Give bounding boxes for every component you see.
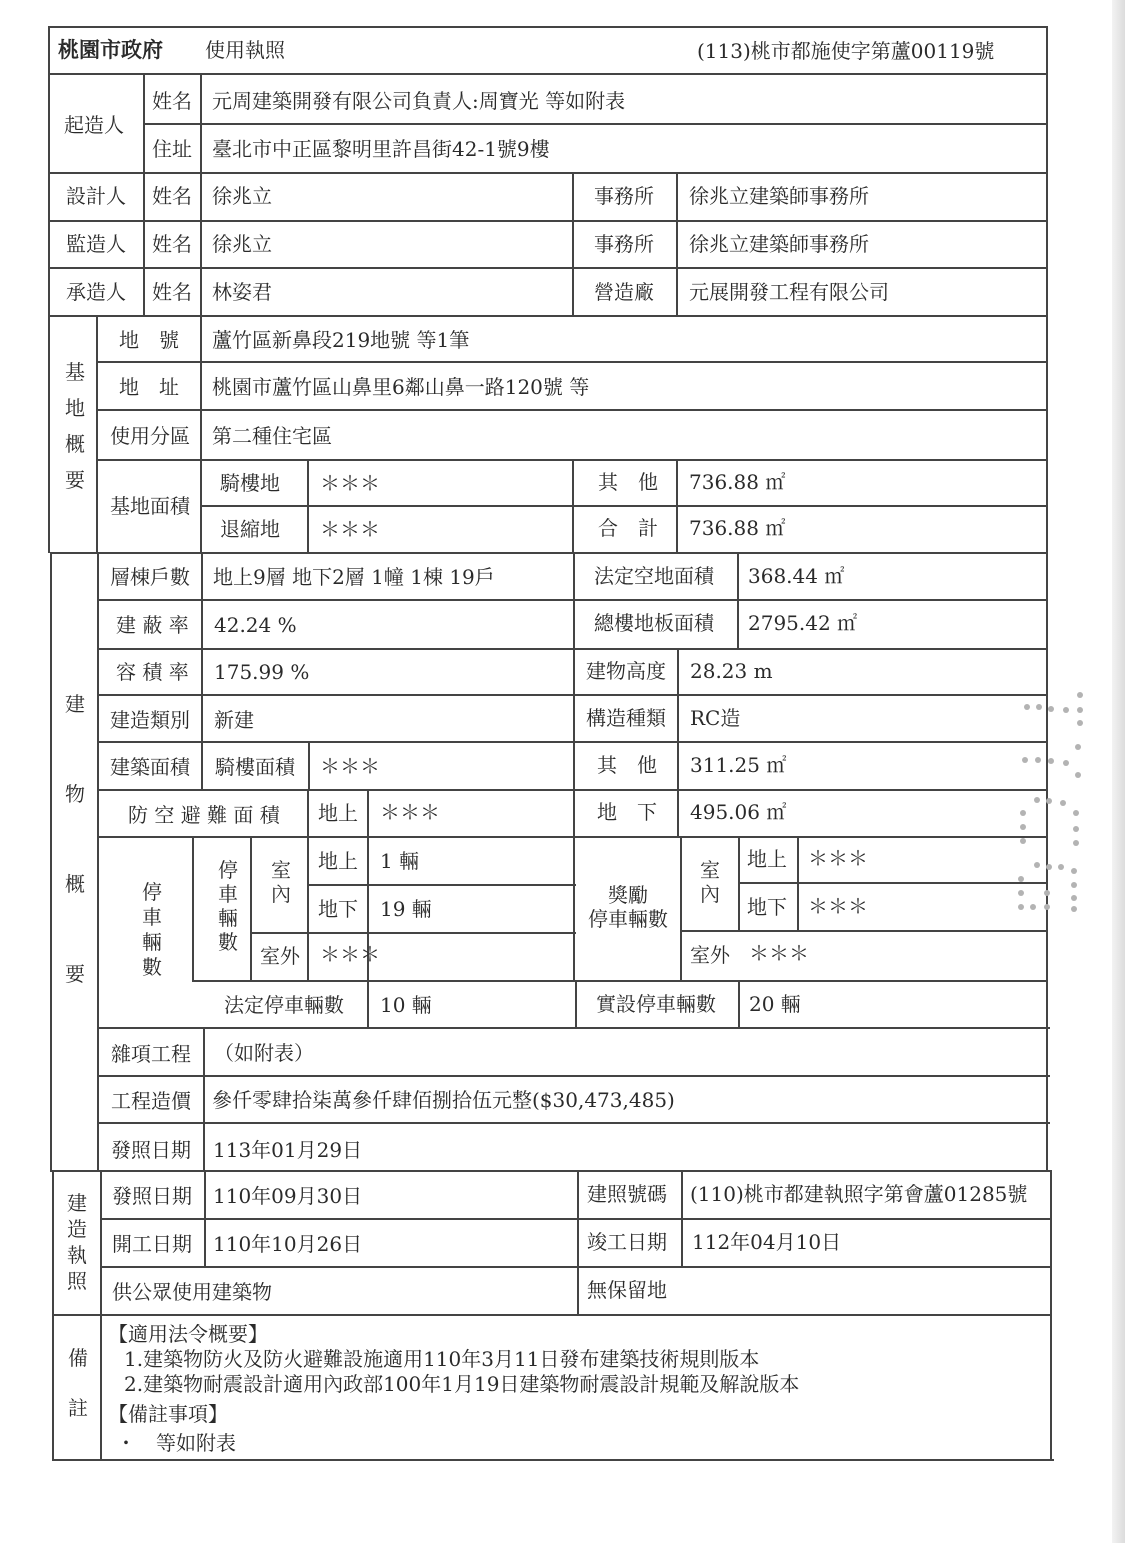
divider xyxy=(307,789,309,980)
divider xyxy=(202,505,1048,507)
notes-item-1: ・ 等如附表 xyxy=(116,1431,236,1455)
document-type: 使用執照 xyxy=(205,38,285,62)
supervisor-office: 徐兆立建築師事務所 xyxy=(689,232,869,256)
site-other: 736.88 ㎡ xyxy=(689,470,786,494)
finish-date-label: 竣工日期 xyxy=(587,1230,667,1254)
usage-issue-date: 113年01月29日 xyxy=(213,1138,363,1162)
site-total: 736.88 ㎡ xyxy=(689,516,786,540)
divider xyxy=(577,1170,579,1314)
far: 175.99 % xyxy=(214,660,310,684)
builder-address-label: 住址 xyxy=(152,137,192,161)
divider xyxy=(100,1170,102,1461)
divider xyxy=(308,884,576,886)
open-space-label: 法定空地面積 xyxy=(594,564,714,588)
divider xyxy=(676,172,678,316)
start-date: 110年10月26日 xyxy=(213,1232,363,1256)
law-item-1: 1.建築物防火及防火避難設施適用110年3月11日發布建築技術規則版本 xyxy=(124,1347,760,1371)
divider xyxy=(572,172,574,316)
public-use-note: 供公眾使用建築物 xyxy=(112,1280,272,1304)
legal-parking-label: 法定停車輛數 xyxy=(224,993,344,1017)
divider xyxy=(52,1170,1050,1172)
bonus-outdoor: ＊＊＊ xyxy=(749,941,809,965)
divider xyxy=(200,73,202,317)
builder-label: 起造人 xyxy=(64,113,124,137)
parking-outdoor-label: 室外 xyxy=(260,944,300,968)
start-date-label: 開工日期 xyxy=(112,1232,192,1256)
divider xyxy=(797,836,799,932)
site-address-label: 地 址 xyxy=(119,375,179,399)
divider xyxy=(308,741,310,789)
divider xyxy=(96,315,98,553)
bonus-below: ＊＊＊ xyxy=(808,894,868,918)
issuing-authority: 桃園市政府 xyxy=(58,37,163,62)
designer-office: 徐兆立建築師事務所 xyxy=(689,184,869,208)
remarks-section-label: 備 註 xyxy=(68,1346,88,1420)
contractor-factory-label: 營造廠 xyxy=(594,280,654,304)
usage-issue-date-label: 發照日期 xyxy=(111,1138,191,1162)
divider xyxy=(676,459,678,553)
divider xyxy=(738,836,740,932)
designer-office-label: 事務所 xyxy=(594,184,654,208)
indoor-label: 室 內 xyxy=(271,858,291,906)
construction-issue-date: 110年09月30日 xyxy=(213,1184,363,1208)
shelter-above: ＊＊＊ xyxy=(380,800,440,824)
contractor-factory: 元展開發工程有限公司 xyxy=(689,280,889,304)
paper-edge-shadow xyxy=(1112,0,1125,1543)
border-bottom xyxy=(54,1459,1054,1461)
builder-name: 元周建築開發有限公司負責人:周寶光 等如附表 xyxy=(212,89,626,113)
divider xyxy=(738,980,740,1028)
parking-below-label: 地下 xyxy=(318,897,358,921)
legal-parking: 10 輛 xyxy=(380,993,432,1017)
law-summary-title: 【適用法令概要】 xyxy=(108,1322,268,1346)
supervisor-name-label: 姓名 xyxy=(152,232,192,256)
arcade-area: ＊＊＊ xyxy=(320,754,380,778)
height: 28.23 m xyxy=(690,659,773,683)
divider xyxy=(52,1314,1052,1316)
structure-label: 構造種類 xyxy=(586,706,666,730)
finish-date: 112年04月10日 xyxy=(692,1230,842,1254)
site-address: 桃園市蘆竹區山鼻里6鄰山鼻一路120號 等 xyxy=(212,375,590,399)
divider xyxy=(48,172,1048,174)
type-label: 建造類別 xyxy=(110,708,190,732)
cost: 參仟零肆拾柒萬參仟肆佰捌拾伍元整($30,473,485) xyxy=(212,1088,675,1112)
divider xyxy=(200,315,202,553)
cost-label: 工程造價 xyxy=(111,1089,191,1113)
lot-number: 蘆竹區新鼻段219地號 等1筆 xyxy=(212,328,470,352)
site-total-label: 合 計 xyxy=(598,516,658,540)
structure: RC造 xyxy=(690,706,741,730)
divider xyxy=(99,1075,1050,1077)
building-other-label: 其 他 xyxy=(597,753,657,777)
divider xyxy=(680,836,682,980)
bonus-below-label: 地下 xyxy=(747,895,787,919)
border-right xyxy=(1046,26,1048,1172)
law-item-2: 2.建築物耐震設計適用內政部100年1月19日建築物耐震設計規範及解說版本 xyxy=(124,1372,800,1396)
shelter-above-label: 地上 xyxy=(318,801,358,825)
divider xyxy=(99,1122,1050,1124)
border-left xyxy=(50,552,52,1172)
no-reserve-note: 無保留地 xyxy=(587,1278,667,1302)
arcade-land: ＊＊＊ xyxy=(320,471,380,495)
permit-number: (113)桃市都施使字第蘆00119號 xyxy=(697,39,995,63)
divider xyxy=(737,552,739,648)
divider xyxy=(573,552,575,980)
contractor-name-label: 姓名 xyxy=(152,280,192,304)
divider xyxy=(575,980,577,1028)
construction-permit-label: 建照號碼 xyxy=(587,1182,667,1206)
lot-number-label: 地 號 xyxy=(119,328,179,352)
divider xyxy=(97,409,1048,411)
supervisor-office-label: 事務所 xyxy=(594,232,654,256)
divider xyxy=(48,73,1048,75)
builder-address: 臺北市中正區黎明里許昌街42-1號9樓 xyxy=(212,137,550,161)
parking-outdoor: ＊＊＊ xyxy=(320,942,380,966)
divider xyxy=(143,73,145,317)
building-other: 311.25 ㎡ xyxy=(690,753,787,777)
divider xyxy=(145,123,1048,125)
construction-section-label: 建 造 執 照 xyxy=(67,1191,87,1293)
supervisor-label: 監造人 xyxy=(66,232,126,256)
bonus-above: ＊＊＊ xyxy=(808,846,868,870)
builder-name-label: 姓名 xyxy=(152,89,192,113)
zoning: 第二種住宅區 xyxy=(212,424,332,448)
zoning-label: 使用分區 xyxy=(110,424,190,448)
construction-permit-number: (110)桃市都建執照字第會蘆01285號 xyxy=(690,1182,1028,1206)
construction-issue-date-label: 發照日期 xyxy=(112,1184,192,1208)
building-area-label: 建築面積 xyxy=(110,755,190,779)
floors: 地上9層 地下2層 1幢 1棟 19戶 xyxy=(213,565,495,589)
divider xyxy=(681,1170,683,1266)
divider xyxy=(192,836,194,980)
floors-label: 層棟戶數 xyxy=(110,565,190,589)
parking-label: 停 車 輛 數 xyxy=(142,880,162,979)
parking-below: 19 輛 xyxy=(380,897,432,921)
total-floor-label: 總樓地板面積 xyxy=(594,611,714,635)
divider xyxy=(48,220,1048,222)
divider xyxy=(738,882,1048,884)
divider xyxy=(97,552,99,1172)
divider xyxy=(203,1027,205,1172)
total-floor: 2795.42 ㎡ xyxy=(748,611,858,635)
designer-label: 設計人 xyxy=(66,184,126,208)
divider xyxy=(677,648,679,837)
divider xyxy=(367,980,369,1028)
misc-works-label: 雜項工程 xyxy=(111,1042,191,1066)
bonus-indoor-label: 室 內 xyxy=(700,858,720,906)
actual-parking-label: 實設停車輛數 xyxy=(596,992,716,1016)
border-right xyxy=(1050,1170,1052,1461)
arcade-area-label: 騎樓面積 xyxy=(215,755,295,779)
far-label: 容 積 率 xyxy=(116,660,189,684)
notes-title: 【備註事項】 xyxy=(108,1402,228,1426)
type: 新建 xyxy=(214,708,254,732)
divider xyxy=(250,836,252,980)
site-other-label: 其 他 xyxy=(598,470,658,494)
bonus-outdoor-label: 室外 xyxy=(690,943,730,967)
actual-parking: 20 輛 xyxy=(749,992,801,1016)
divider xyxy=(680,930,1048,932)
contractor-label: 承造人 xyxy=(66,280,126,304)
parking-above: 1 輛 xyxy=(380,849,420,873)
supervisor-name: 徐兆立 xyxy=(212,232,272,256)
divider xyxy=(307,459,309,553)
designer-name: 徐兆立 xyxy=(212,184,272,208)
height-label: 建物高度 xyxy=(586,659,666,683)
open-space: 368.44 ㎡ xyxy=(748,564,845,588)
bonus-above-label: 地上 xyxy=(747,847,787,871)
setback-land-label: 退縮地 xyxy=(220,517,280,541)
shelter-label: 防 空 避 難 面 積 xyxy=(128,803,280,827)
divider xyxy=(192,980,1048,982)
border-left xyxy=(48,26,50,553)
divider xyxy=(48,315,1048,317)
shelter-below-label: 地 下 xyxy=(597,800,657,824)
arcade-land-label: 騎樓地 xyxy=(220,471,280,495)
misc-works: （如附表） xyxy=(214,1041,314,1065)
border-left xyxy=(52,1170,54,1461)
setback-land: ＊＊＊ xyxy=(320,517,380,541)
building-section-label: 建 物 概 要 xyxy=(65,692,85,986)
divider xyxy=(48,267,1048,269)
bonus-parking-label: 獎勵 停車輛數 xyxy=(588,883,668,931)
divider xyxy=(572,459,574,553)
parking-above-label: 地上 xyxy=(318,849,358,873)
contractor-name: 林姿君 xyxy=(212,280,272,304)
coverage: 42.24 % xyxy=(214,613,297,637)
divider xyxy=(97,361,1048,363)
site-area-label: 基地面積 xyxy=(110,494,190,518)
parking-count-label: 停 車 輛 數 xyxy=(218,858,238,954)
border-top xyxy=(48,26,1048,28)
designer-name-label: 姓名 xyxy=(152,184,192,208)
divider xyxy=(204,1170,206,1266)
divider xyxy=(201,552,203,790)
divider xyxy=(250,932,576,934)
site-section-label: 基 地 概 要 xyxy=(65,360,85,492)
shelter-below: 495.06 ㎡ xyxy=(690,800,787,824)
coverage-label: 建 蔽 率 xyxy=(116,613,189,637)
